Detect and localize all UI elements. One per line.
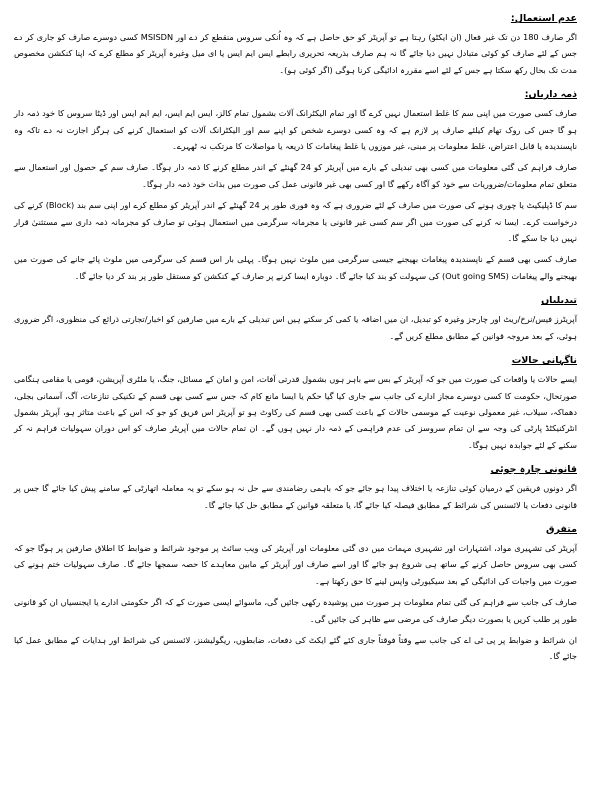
section-heading-legal: قانونی چارہ جوئی <box>490 464 577 476</box>
section-responsibilities <box>14 88 577 284</box>
section-heading-miscellaneous: متفرق <box>545 523 577 535</box>
section-heading-responsibilities: ذمہ داریاں: <box>524 89 577 101</box>
paragraph-responsibilities-misuse: صارف کسی صورت میں اپنی سم کا غلط استعمال نہیں کرے گا اور تمام الیکٹرانک آلات بشمول تمام کالز، ایس ایم ایس، ایم ایم ایس اور ڈیٹا سروس کا خود ذمہ دار ہو گا جس کی روک تھام کیلئے صارف پر لازم ہے کہ وہ کسی دوسرے شخص کو اپنے سم اور الیکٹرانک آلات کو استعمال کرنے کی ہرگز اجازت نہ دے تاکہ وہ ناپسندیدہ یا قابل اعتراض، غلط معلومات پر مبنی، غیر موزوں یا غلط پیغامات کا ذریعہ یا مواصلات کا مرتکب نہ ٹھہرے۔ <box>14 108 577 152</box>
paragraph-force-majeure: ایسے حالات یا واقعات کی صورت میں جو کہ آپریٹر کے بس سے باہر ہوں بشمول قدرتی آفات، امن و امان کے مسائل، جنگ، یا ملٹری آپریشن، قومی یا مقامی ہنگامی صورتحال، حکومت کا کسی دوسرے مجاز ادارے کی جانب سے جاری کیا گیا حکم یا ایسا مانع کام کہ جس سے کسی بھی قسم کے تکنیکی تنازعات، آگ، آسمانی بجلی، دھماکہ، سیلاب، غیر معمولی نوعیت کے موسمی حالات کے باعث کسی بھی قسم کی رکاوٹ ہو تو آپریٹر اس فریق کو جو کہ اس کے باعث متاثر ہو، آپریٹر بشمول انٹرکنیکٹڈ پارٹی کی وجہ سے ان تمام سروسز کی عدم فراہمی کے ذمہ دار نہیں ہوں گے۔ ان تمام حالات میں آپریٹر صارف کو اس دوران سہولیات فراہم نہ کر سکنے کے لئے جوابدہ نہیں ہوگا۔ <box>14 374 577 450</box>
section-inactivity <box>14 12 577 78</box>
section-heading-force-majeure: ناگہانی حالات <box>511 355 577 367</box>
paragraph-misc-privacy: صارف کی جانب سے فراہم کی گئی تمام معلومات ہر صورت میں پوشیدہ رکھی جائیں گی، ماسوائے ایسی صورت کے کہ اگر حکومتی ادارے یا ایجنسیاں ان کو قانونی طور پر طلب کریں یا بصورت دیگر صارف کی مرضی سے ظاہر کی جائیں گی۔ <box>14 597 577 624</box>
section-legal <box>14 463 577 513</box>
section-changes <box>14 294 577 344</box>
section-heading-changes: تبدیلیاں <box>541 295 577 307</box>
paragraph-misc-pta: ان شرائط و ضوابط پر پی ٹی اے کی جانب سے وقتاً فوقتاً جاری کئے گئے ایکٹ کی دفعات، ضابطوں، ریگولیشنز، لائسنس کی شرائط اور ہدایات کے مطابق عمل کیا جائے گا۔ <box>14 634 577 662</box>
paragraph-responsibilities-spam: صارف کسی بھی قسم کے ناپسندیدہ پیغامات بھیجنے جیسی سرگرمی میں ملوث نہیں ہوگا۔ پہلی بار اس قسم کی سرگرمی میں ملوث پائے جانے کی صورت میں بھیجنے والے پیغامات (Out going SMS) کی سہولت کو بند کیا جائے گا۔ دوبارہ ایسا کرنے پر صارف کے کنکشن کو مستقل طور پر بند کر دیا جائے گا۔ <box>14 254 577 281</box>
paragraph-legal: اگر دونوں فریقین کے درمیان کوئی تنازعہ یا اختلاف پیدا ہو جائے جو کہ باہمی رضامندی سے حل نہ ہو سکے تو یہ معاملہ اتھارٹی کے سامنے پیش کیا جائے گا جس پر قانونی دفعات یا لائسنس کی شرائط کے مطابق فیصلہ کیا جائے گا، یا متعلقہ قوانین کے مطابق حل کیا جائے گا۔ <box>14 483 577 510</box>
paragraph-inactivity: اگر صارف 180 دن تک غیر فعال (ان ایکٹو) رہتا ہے تو آپریٹر کو حق حاصل ہے کہ وہ اُنکی سروس منقطع کر دے اور MSISDN کسی دوسرے صارف کو جاری کر دے جس کے لئے صارف کو کوئی متبادل نہیں دیا جائے گا نہ ہم صارف بذریعہ تحریری رابطے ایس ایم ایس یا ای میل وغیرہ آپریٹر کو مطلع کرے کہ اپنا کنکشن مخصوص مدت تک بحال رکھ سکتا ہے جس کے لئے اسے مقررہ ادائیگی کرنا ہوگی (اگر کوئی ہو)۔ <box>14 32 578 75</box>
paragraph-responsibilities-info-change: صارف فراہم کی گئی معلومات میں کسی بھی تبدیلی کے بارے میں آپریٹر کو 24 گھنٹے کے اندر مطلع کرنے کا ذمہ دار ہوگا۔ صارف سم کے حصول اور استعمال سے متعلق تمام معلومات/ضروریات سے خود کو آگاہ رکھے گا اور کسی بھی غیر قانونی عمل کی صورت میں بذات خود ذمہ دار ہوگا۔ <box>14 162 577 189</box>
paragraph-misc-advertising: آپریٹر کی تشہیری مواد، اشتہارات اور تشہیری مہمات میں دی گئی معلومات اور آپریٹر کی ویب سائٹ پر موجود شرائط و ضوابط کا اطلاق صارفین پر ہوگا جو کہ کسی بھی سروس حاصل کرنے کے ساتھ ہی شروع ہو جائے گا اور اسے صارف اور آپریٹر کے مابین معاہدے کا حصہ سمجھا جائے گا۔ صارف سہولیات ختم ہونے کی صورت میں واجبات کی ادائیگی کے بعد سیکیورٹی واپس لینے کا حق رکھتا ہے۔ <box>14 542 577 586</box>
terms-document <box>14 8 577 667</box>
section-heading-inactivity: عدم استعمال: <box>510 13 577 24</box>
paragraph-changes: آپریٹرز فیس/نرخ/ریٹ اور چارجز وغیرہ کو تبدیل، ان میں اضافہ یا کمی کر سکتے ہیں اس تبدیلی کے بارے میں صارفین کو اخبار/تجارتی ذرائع کی منظوری، اگر ضروری ہوئی، کے بعد مروجہ قوانین کے مطابق مطلع کریں گے۔ <box>14 314 577 341</box>
section-force-majeure <box>14 354 577 453</box>
paragraph-responsibilities-lost-sim: سم کا ڈپلیکیٹ یا چوری ہونے کی صورت میں صارف کے لئے ضروری ہے کہ وہ فوری طور پر 24 گھنٹے کے اندر آپریٹر کو مطلع کرے اور اپنی سم بند (Block) کرنے کی درخواست کرے۔ ایسا نہ کرنے کی صورت میں اگر سم کسی غیر قانونی یا مجرمانہ سرگرمی میں استعمال ہوئی تو صارف کو مجرمانہ ذمہ داری سے مستثنیٰ قرار نہیں دیا جا سکے گا۔ <box>14 200 577 244</box>
section-miscellaneous <box>14 523 577 665</box>
